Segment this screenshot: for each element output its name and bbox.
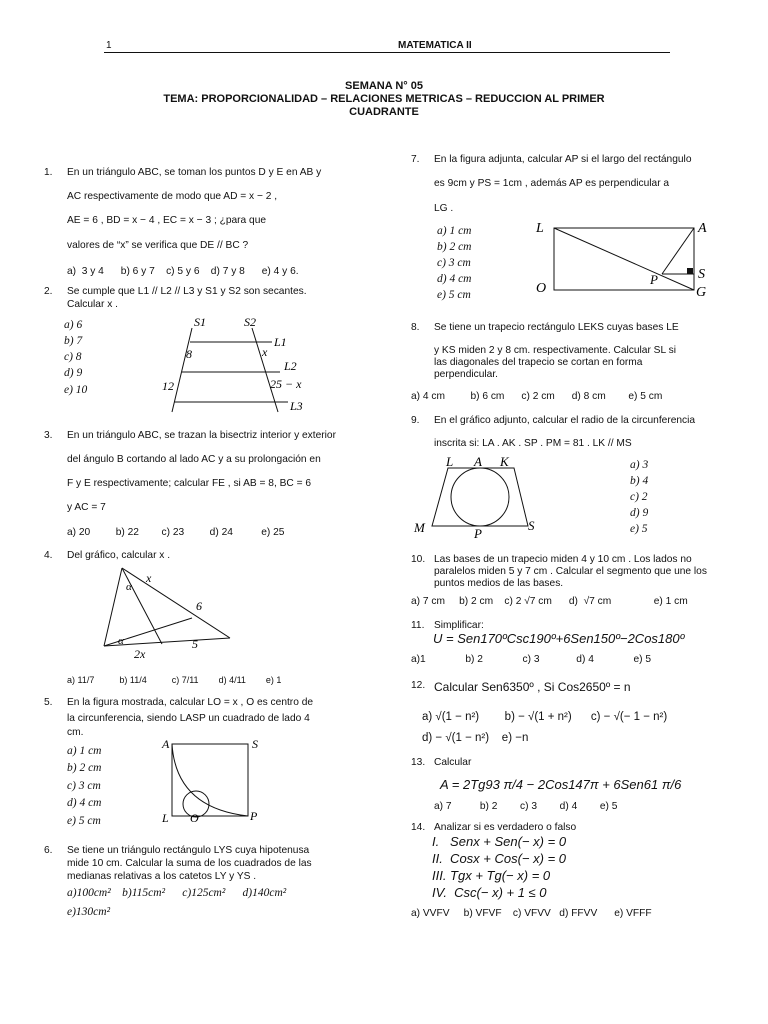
problem-2-number: 2. <box>44 286 53 297</box>
problem-4-figure <box>100 564 240 660</box>
label-x: x <box>146 571 152 585</box>
label-P: P <box>250 809 258 823</box>
problem-7-line1: En la figura adjunta, calcular AP si el largo del rectángulo <box>434 154 692 165</box>
problem-9-option-c: c) 2 <box>630 491 648 503</box>
problem-14-line1: Analizar si es verdadero o falso <box>434 822 577 833</box>
problem-5-option-a: a) 1 cm <box>67 745 102 757</box>
problem-1-line1: En un triángulo ABC, se toman los puntos D y E en AB y <box>67 167 322 178</box>
secant-s1 <box>172 328 192 412</box>
problem-9-option-d: d) 9 <box>630 507 649 519</box>
problem-10-line3: puntos medios de las bases. <box>434 578 564 589</box>
problem-6-options-row2: e)130cm² <box>67 906 111 918</box>
problem-11-options: a)1 b) 2 c) 3 d) 4 e) 5 <box>411 654 652 665</box>
problem-1-line2: AC respectivamente de modo que AD = x − 2 , <box>67 191 278 202</box>
topic-title-line2: CUADRANTE <box>349 106 419 118</box>
problem-1-line4: valores de “x” se verifica que DE // BC ? <box>67 240 249 251</box>
problem-14-statement-iii: III. Tgx + Tg(− x) = 0 <box>432 868 551 883</box>
label-A: A <box>162 737 170 751</box>
label-A: A <box>474 454 482 469</box>
problem-3-options: a) 20 b) 22 c) 23 d) 24 e) 25 <box>67 527 285 538</box>
problem-4-number: 4. <box>44 550 53 561</box>
label-A: A <box>698 221 707 236</box>
label-25-minus-x: 25 − x <box>270 377 302 391</box>
label-P: P <box>650 272 658 287</box>
problem-7-line2: es 9cm y PS = 1cm , además AP es perpendicular a <box>434 178 670 189</box>
problem-2-option-c: c) 8 <box>64 351 82 363</box>
problem-10-number: 10. <box>411 554 426 565</box>
problem-7-option-a: a) 1 cm <box>437 225 472 237</box>
label-S: S <box>252 737 258 751</box>
problem-5-option-b: b) 2 cm <box>67 762 102 774</box>
fig4-top-edge <box>122 568 230 638</box>
problem-1-options: a) 3 y 4 b) 6 y 7 c) 5 y 6 d) 7 y 8 e) 4 y 6. <box>67 266 299 277</box>
problem-7-option-b: b) 2 cm <box>437 241 472 253</box>
problem-12-options-row1: a) √(1 − n²) b) − √(1 + n²) c) − √(− 1 − n²) <box>422 711 668 723</box>
problem-2-option-a: a) 6 <box>64 319 83 331</box>
problem-9-option-b: b) 4 <box>630 475 649 487</box>
label-O: O <box>190 811 199 825</box>
label-5: 5 <box>192 637 198 651</box>
problem-12-options-row2: d) − √(1 − n²) e) −n <box>422 732 529 744</box>
label-s2: S2 <box>244 315 256 329</box>
problem-8-line2: y KS miden 2 y 8 cm. respectivamente. Calcular SL si <box>434 345 676 356</box>
segment-ap <box>662 228 694 274</box>
label-alpha-bottom: α <box>118 635 124 647</box>
problem-7-figure <box>530 216 720 300</box>
label-l2: L2 <box>284 359 297 373</box>
label-S: S <box>528 518 535 533</box>
problem-4-line1: Del gráfico, calcular x . <box>67 550 171 561</box>
week-title: SEMANA N° 05 <box>345 80 423 92</box>
problem-8-number: 8. <box>411 322 420 333</box>
trapezoid <box>432 468 528 526</box>
label-L: L <box>536 221 544 236</box>
course-title: MATEMATICA II <box>398 40 472 51</box>
problem-8-line3: las diagonales del trapecio se cortan en forma <box>434 357 643 368</box>
problem-2-line1: Se cumple que L1 // L2 // L3 y S1 y S2 son secantes. <box>67 286 307 297</box>
problem-6-options-row1: a)100cm² b)115cm² c)125cm² d)140cm² <box>67 887 287 899</box>
problem-2-option-e: e) 10 <box>64 384 88 396</box>
problem-2-option-d: d) 9 <box>64 367 83 379</box>
label-K: K <box>500 454 509 469</box>
problem-11-expression: U = Sen170ºCsc190º+6Sen150º−2Cos180º <box>433 631 685 646</box>
problem-2-option-b: b) 7 <box>64 335 83 347</box>
problem-8-line1: Se tiene un trapecio rectángulo LEKS cuyas bases LE <box>434 322 679 333</box>
label-alpha-top: α <box>126 581 132 593</box>
problem-13-options: a) 7 b) 2 c) 3 d) 4 e) 5 <box>434 801 618 812</box>
problem-13-expression: A = 2Tg93 π/4 − 2Cos147π + 6Sen61 π/6 <box>440 777 682 792</box>
problem-5-line3: cm. <box>67 727 84 738</box>
label-O: O <box>536 281 547 296</box>
label-L: L <box>446 454 454 469</box>
problem-14-statement-iv: IV. Csc(− x) + 1 ≤ 0 <box>432 885 547 900</box>
problem-14-statement-ii: II. Cosx + Cos(− x) = 0 <box>432 851 567 866</box>
problem-5-figure <box>156 736 268 828</box>
problem-7-line3: LG . <box>434 203 454 214</box>
label-M: M <box>414 520 425 535</box>
label-l3: L3 <box>290 399 303 413</box>
problem-8-line4: perpendicular. <box>434 369 498 380</box>
problem-14-statement-i: I. Senx + Sen(− x) = 0 <box>432 834 567 849</box>
problem-2-line2: Calcular x . <box>67 299 118 310</box>
problem-9-figure <box>412 454 552 540</box>
problem-14-number: 14. <box>411 822 426 833</box>
problem-3-number: 3. <box>44 430 53 441</box>
label-G: G <box>696 285 707 300</box>
label-S: S <box>698 267 705 282</box>
problem-12-number: 12. <box>411 680 426 691</box>
label-L: L <box>162 811 169 825</box>
problem-10-line1: Las bases de un trapecio miden 4 y 10 cm . Los lados no <box>434 554 692 565</box>
problem-5-line1: En la figura mostrada, calcular LO = x , O es centro de <box>67 697 314 708</box>
problem-6-line1: Se tiene un triángulo rectángulo LYS cuya hipotenusa <box>67 845 310 856</box>
problem-5-option-c: c) 3 cm <box>67 780 101 792</box>
fig4-cevian <box>122 568 162 644</box>
label-2x: 2x <box>134 647 146 660</box>
problem-14-options: a) VVFV b) VFVF c) VFVV d) FFVV e) VFFF <box>411 908 652 919</box>
problem-1-number: 1. <box>44 167 53 178</box>
problem-1-line3: AE = 6 , BD = x − 4 , EC = x − 3 ; ¿para que <box>67 215 267 226</box>
problem-3-line1: En un triángulo ABC, se trazan la bisectriz interior y exterior <box>67 430 336 441</box>
problem-12-line1: Calcular Sen6350º , Si Cos2650º = n <box>434 680 631 694</box>
problem-2-figure <box>160 312 320 418</box>
problem-7-number: 7. <box>411 154 420 165</box>
problem-10-options: a) 7 cm b) 2 cm c) 2 √7 cm d) √7 cm e) 1 cm <box>411 596 688 607</box>
header-rule <box>104 52 670 53</box>
label-s1: S1 <box>194 315 206 329</box>
problem-3-line3: F y E respectivamente; calcular FE , si AB = 8, BC = 6 <box>67 478 312 489</box>
problem-5-number: 5. <box>44 697 53 708</box>
label-6: 6 <box>196 599 202 613</box>
problem-6-line2: mide 10 cm. Calcular la suma de los cuadrados de las <box>67 858 312 869</box>
problem-6-number: 6. <box>44 845 53 856</box>
problem-7-option-e: e) 5 cm <box>437 289 471 301</box>
problem-5-option-e: e) 5 cm <box>67 815 101 827</box>
problem-9-number: 9. <box>411 415 420 426</box>
problem-4-options: a) 11/7 b) 11/4 c) 7/11 d) 4/11 e) 1 <box>67 675 282 685</box>
problem-9-line2: inscrita si: LA . AK . SP . PM = 81 . LK // MS <box>434 438 632 449</box>
problem-13-line1: Calcular <box>434 757 472 768</box>
problem-7-option-c: c) 3 cm <box>437 257 471 269</box>
page-number: 1 <box>106 40 112 51</box>
problem-5-line2: la circunferencia, siendo LASP un cuadrado de lado 4 <box>67 713 310 724</box>
label-12: 12 <box>162 379 174 393</box>
right-angle-mark <box>687 268 693 274</box>
problem-9-line1: En el gráfico adjunto, calcular el radio de la circunferencia <box>434 415 696 426</box>
problem-7-option-d: d) 4 cm <box>437 273 472 285</box>
problem-11-number: 11. <box>411 620 425 631</box>
problem-3-line2: del ángulo B cortando al lado AC y a su prolongación en <box>67 454 321 465</box>
problem-9-option-a: a) 3 <box>630 459 649 471</box>
problem-5-option-d: d) 4 cm <box>67 797 102 809</box>
problem-11-line1: Simplificar: <box>434 620 484 631</box>
label-l1: L1 <box>274 335 287 349</box>
problem-10-line2: paralelos miden 5 y 7 cm . Calcular el segmento que une los <box>434 566 707 577</box>
incircle <box>451 468 509 526</box>
problem-6-line3: medianas relativas a los catetos LY y YS . <box>67 871 257 882</box>
label-x: x <box>262 345 268 359</box>
problem-8-options: a) 4 cm b) 6 cm c) 2 cm d) 8 cm e) 5 cm <box>411 391 663 402</box>
problem-3-line4: y AC = 7 <box>67 502 106 513</box>
label-8: 8 <box>186 347 192 361</box>
topic-title-line1: TEMA: PROPORCIONALIDAD – RELACIONES METRICAS – REDUCCION AL PRIMER <box>163 93 605 105</box>
label-P: P <box>474 526 482 540</box>
problem-9-option-e: e) 5 <box>630 523 648 535</box>
problem-13-number: 13. <box>411 757 426 768</box>
